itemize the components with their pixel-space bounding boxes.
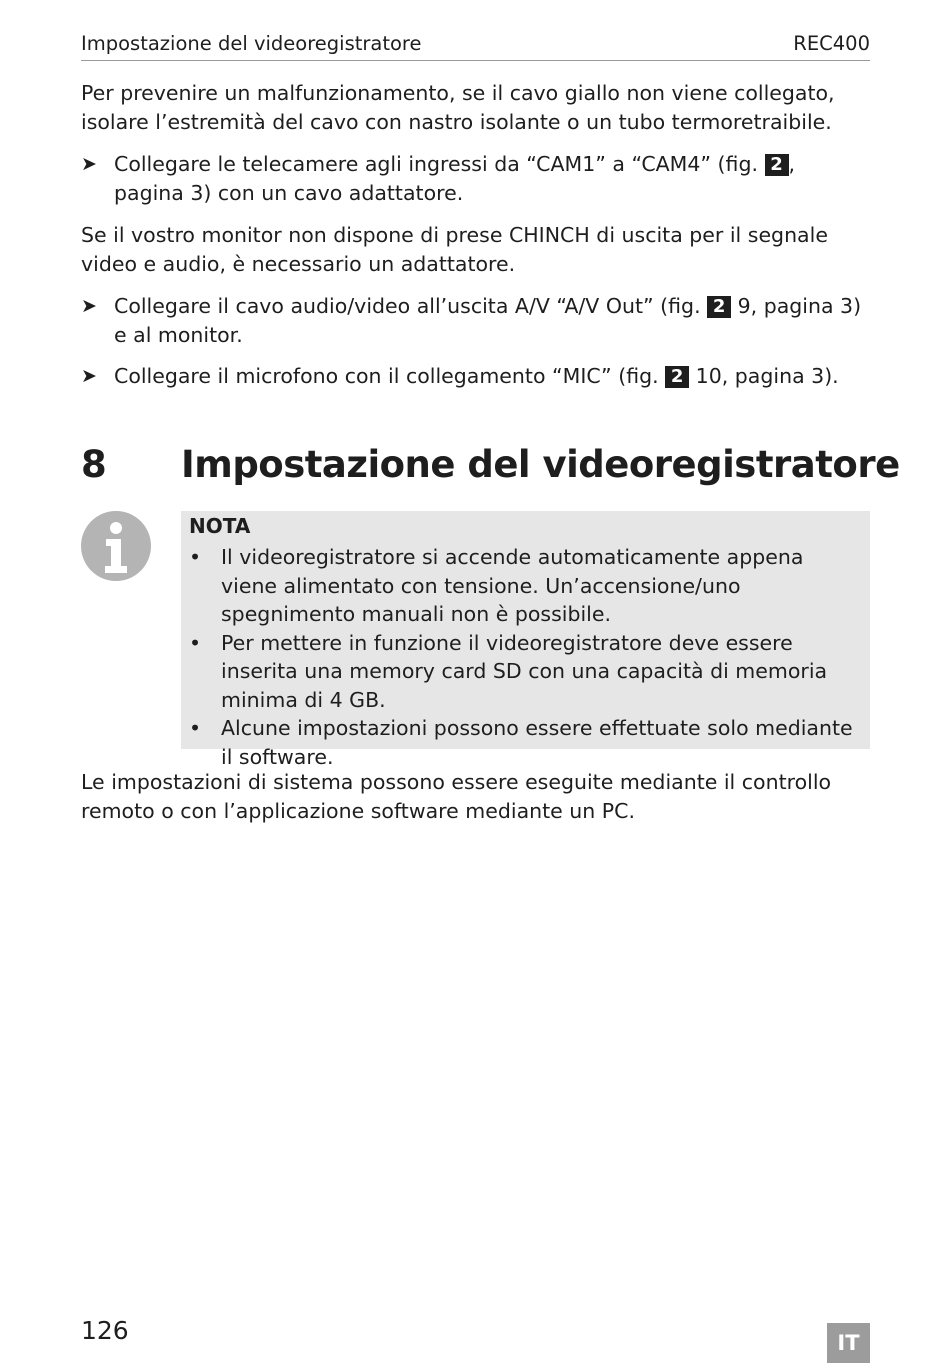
note-title: NOTA — [189, 514, 251, 538]
step-text: Collegare le telecamere agli ingressi da “CAM1” a “CAM4” (fig. 2 , pagina 3) con un cavo adattatore. — [114, 152, 796, 205]
language-tab: IT — [827, 1323, 870, 1363]
note-list — [181, 543, 870, 771]
note-item: • Per mettere in funzione il videoregistratore deve essere inserita una memory card SD con una capacità di memoria minima di 4 GB. — [189, 630, 828, 712]
step-connect-cameras — [81, 150, 870, 207]
figure-reference-badge: 2 — [707, 296, 731, 318]
figure-reference-badge: 2 — [765, 154, 789, 176]
monitor-adapter-paragraph: Se il vostro monitor non dispone di prese CHINCH di uscita per il segnale video e audio, è necessario un adattatore. — [81, 223, 828, 276]
info-icon — [81, 511, 151, 581]
section-title: Impostazione del videoregistratore — [181, 443, 900, 486]
step-text: Collegare il microfono con il collegamento “MIC” (fig. 2 10, pagina 3). — [114, 364, 839, 388]
arrow-right-icon: ➤ — [81, 365, 97, 387]
step-connect-microphone — [81, 362, 870, 391]
header-section-title: Impostazione del videoregistratore — [81, 32, 422, 55]
closing-paragraph: Le impostazioni di sistema possono essere eseguite mediante il controllo remoto o con l’applicazione software mediante un PC. — [81, 770, 832, 823]
bullet-icon: • — [189, 630, 202, 655]
note-item: • Alcune impostazioni possono essere effettuate solo mediante il software. — [189, 716, 853, 769]
bullet-icon: • — [189, 545, 202, 569]
step-text: Collegare il cavo audio/video all’uscita A/V “A/V Out” (fig. 2 9, pagina 3) e al monitor. — [114, 294, 862, 347]
note-item: • Il videoregistratore si accende automaticamente appena viene alimentato con tensione. Un’accensione/uno spegnimento manuali non è possibile. — [189, 545, 804, 626]
page-header — [81, 30, 870, 61]
note-box — [181, 511, 870, 769]
figure-reference-badge: 2 — [665, 366, 689, 388]
section-number: 8 — [81, 443, 107, 486]
step-connect-av-cable — [81, 292, 870, 349]
bullet-icon: • — [189, 716, 202, 740]
arrow-right-icon: ➤ — [81, 295, 97, 317]
arrow-right-icon: ➤ — [81, 153, 97, 175]
header-model: REC400 — [793, 32, 870, 55]
intro-paragraph: Per prevenire un malfunzionamento, se il cavo giallo non viene collegato, isolare l’estremità del cavo con nastro isolante o un tubo termoretraibile. — [81, 81, 835, 134]
page-number: 126 — [81, 1316, 129, 1345]
